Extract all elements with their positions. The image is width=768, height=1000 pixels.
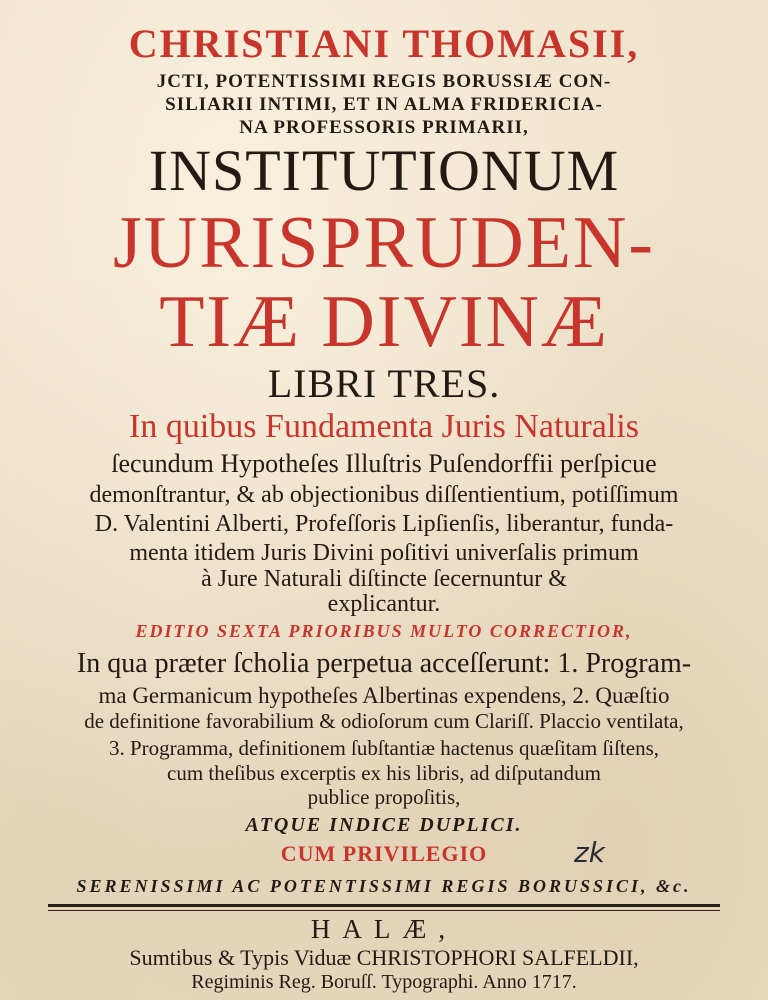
author-titles-line-2: SILIARII INTIMI, ET IN ALMA FRIDERICIA- xyxy=(165,94,603,115)
edition-statement: EDITIO SEXTA PRIORIBUS MULTO CORRECTIOR, xyxy=(135,621,633,641)
subtitle-line-3: D. Valentini Alberti, Profeſſoris Lipſienſis, liberantur, funda- xyxy=(94,511,674,537)
books-count: LIBRI TRES. xyxy=(267,361,501,406)
imprint-line-2: Regiminis Reg. Boruſſ. Typographi. Anno 1717. xyxy=(191,971,577,993)
subtitle-line-6: explicantur. xyxy=(327,591,441,617)
subtitle-line-1: ſecundum Hypotheſes Illuſtris Puſendorffii perſpicue xyxy=(111,449,657,478)
additions-line-3: de definitione favorabilium & odioſorum cum Clariſſ. Placcio ventilata, xyxy=(84,709,684,733)
privilege-holder: SERENISSIMI AC POTENTISSIMI REGIS BORUSSICI, &c. xyxy=(76,876,692,896)
handwritten-mark: zk xyxy=(574,836,605,869)
privilege-line: CUM PRIVILEGIO xyxy=(280,841,488,866)
additions-line-5: cum theſibus excerptis ex his libris, ad diſputandum xyxy=(167,761,601,785)
divider-rule-thin xyxy=(48,910,720,911)
work-title-line-1: INSTITUTIONUM xyxy=(148,138,620,203)
additions-line-1: In qua præter ſcholia perpetua acceſſerunt: 1. Program- xyxy=(76,648,692,679)
divider-rule-thick xyxy=(48,904,720,907)
work-title-line-3: TIÆ DIVINÆ xyxy=(159,281,609,363)
work-title-line-2: JURISPRUDEN- xyxy=(112,202,656,284)
author-titles-line-1: JCTI, POTENTISSIMI REGIS BORUSSIÆ CON- xyxy=(156,71,612,92)
subtitle-line-2: demonſtrantur, & ab objectionibus diſſentientium, potiſſimum xyxy=(89,482,679,508)
subtitle-line-4: menta itidem Juris Divini poſitivi univerſalis primum xyxy=(129,540,639,566)
author-name: CHRISTIANI THOMASII, xyxy=(128,21,640,66)
additions-line-6: publice propoſitis, xyxy=(307,785,461,809)
index-line: ATQUE INDICE DUPLICI. xyxy=(245,814,523,836)
subtitle-line-5: à Jure Naturali diſtincte ſecernuntur & xyxy=(201,566,567,592)
author-titles-line-3: NA PROFESSORIS PRIMARII, xyxy=(239,117,529,138)
additions-line-4: 3. Programma, definitionem ſubſtantiæ hactenus quæſitam ſiſtens, xyxy=(109,736,659,760)
imprint-place: HALÆ, xyxy=(310,914,458,944)
subtitle-lead: In quibus Fundamenta Juris Naturalis xyxy=(129,408,639,445)
additions-line-2: ma Germanicum hypotheſes Albertinas expendens, 2. Quæſtio xyxy=(98,683,670,708)
imprint-line-1: Sumtibus & Typis Viduæ CHRISTOPHORI SALFELDII, xyxy=(129,945,639,970)
